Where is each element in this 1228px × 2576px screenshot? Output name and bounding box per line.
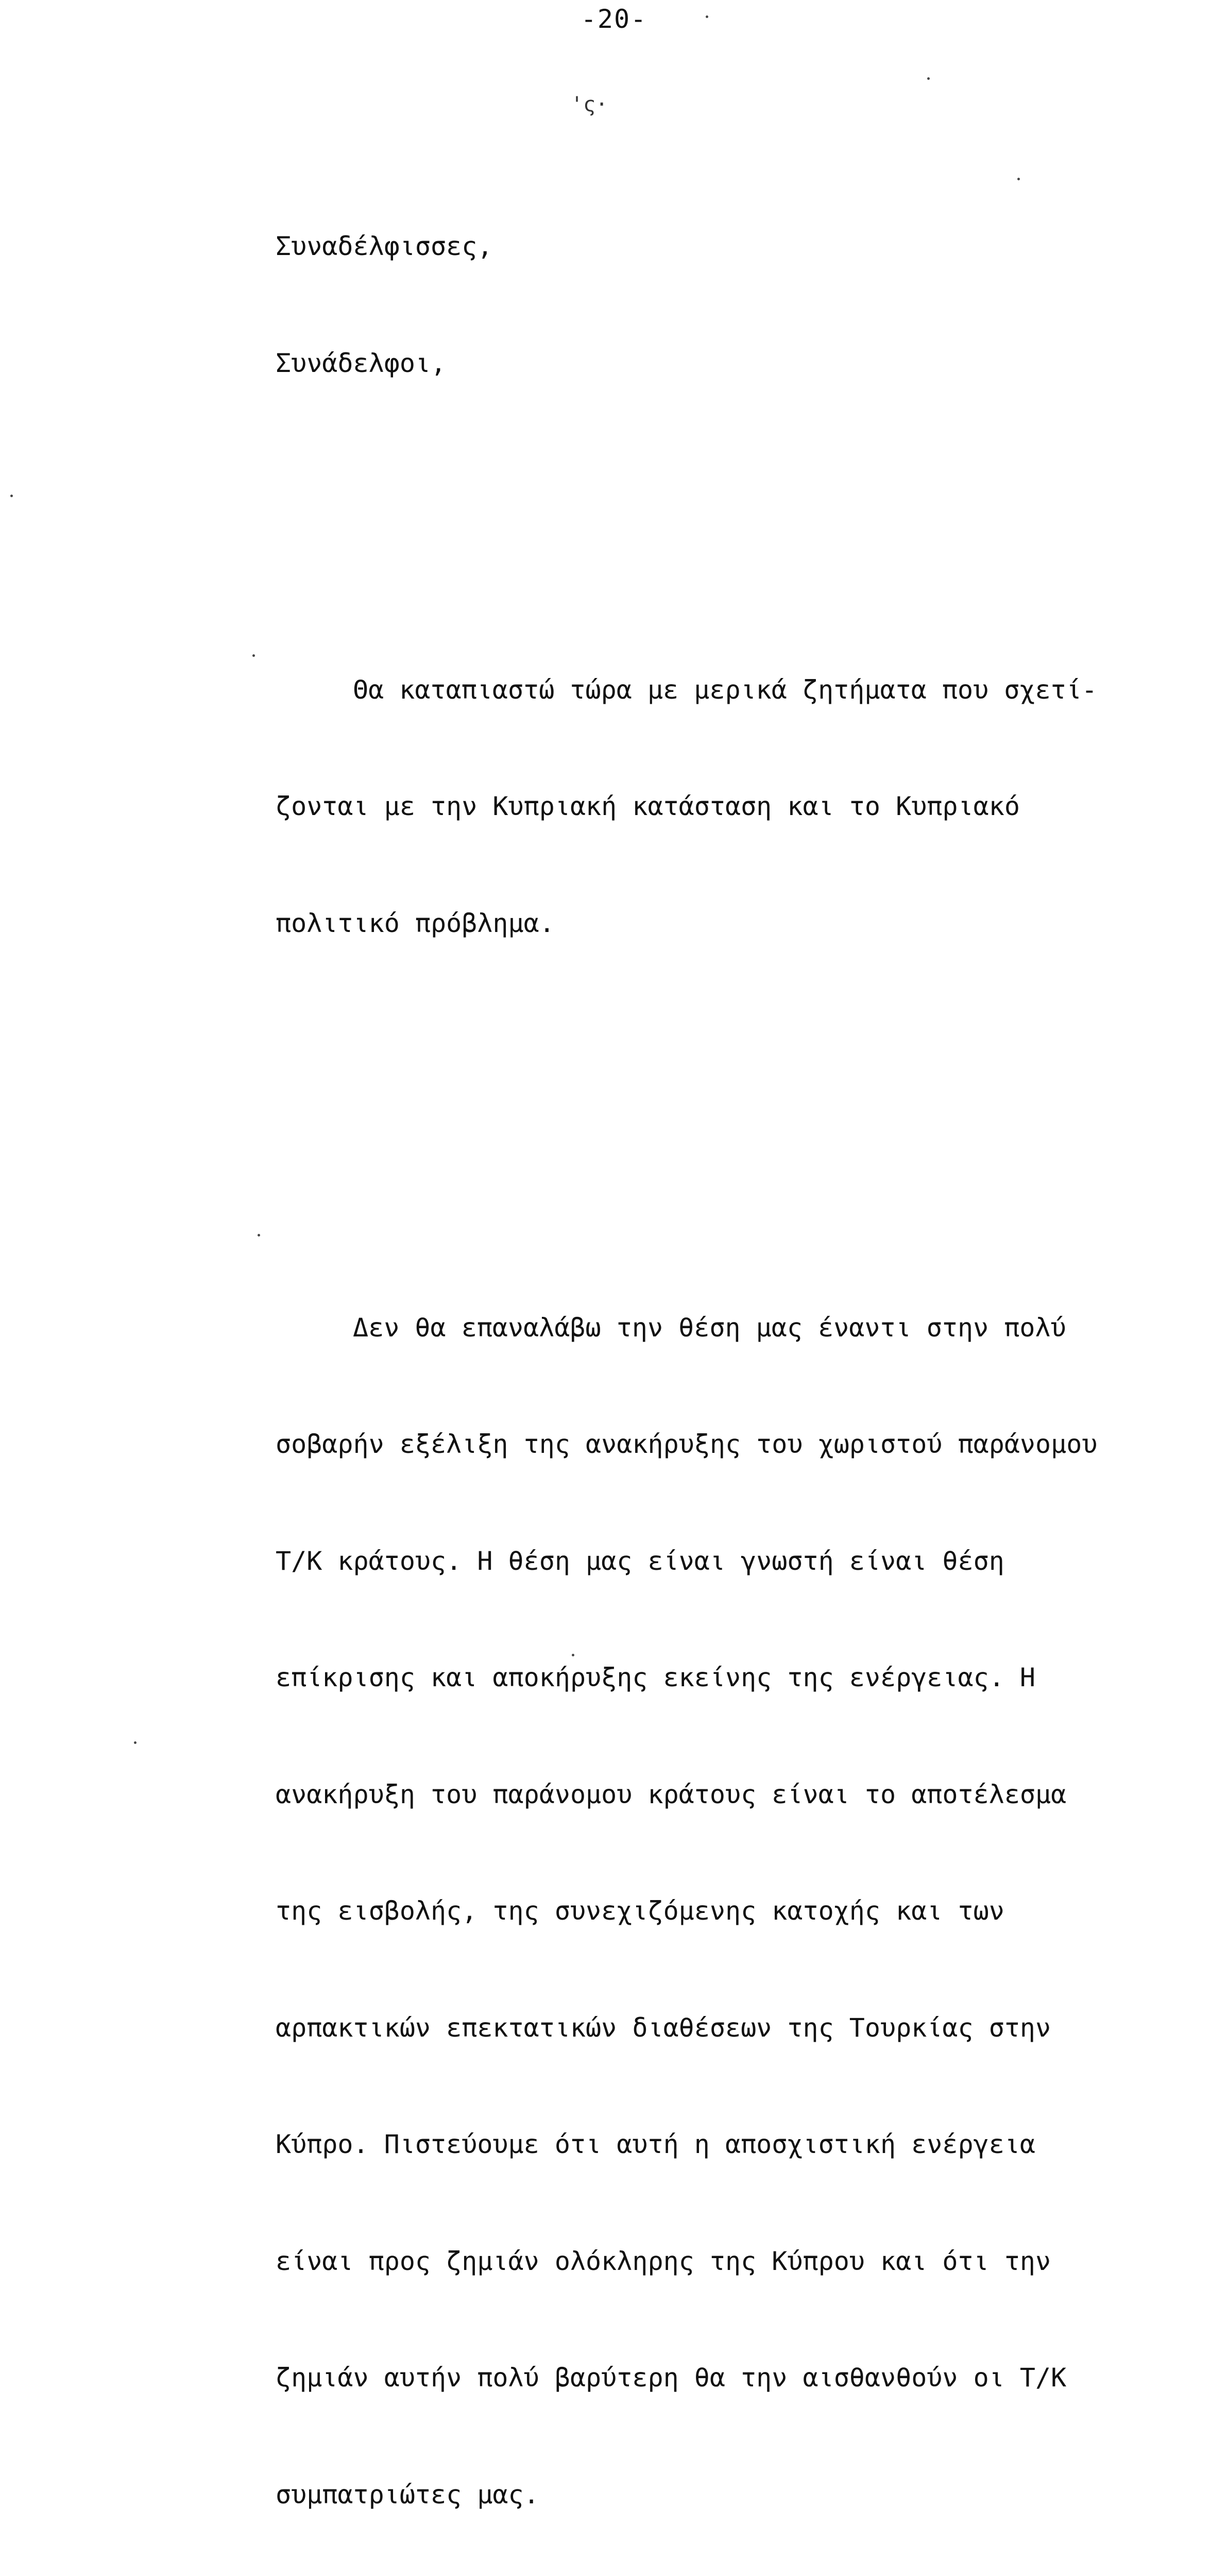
text-line: είναι προς ζημιάν ολόκληρης της Κύπρου και ότι την xyxy=(276,2242,1203,2281)
paragraph-gap xyxy=(276,461,1203,476)
text-line: της εισβολής, της συνεχιζόμενης κατοχής και των xyxy=(276,1892,1203,1931)
paragraph xyxy=(276,1231,1203,2576)
scan-speck xyxy=(706,15,708,18)
salutation-line: Συναδέλφισσες, xyxy=(276,227,1203,266)
text-line: ζονται με την Κυπριακή κατάσταση και το Κυπριακό xyxy=(276,787,1203,826)
text-line: πολιτικό πρόβλημα. xyxy=(276,904,1203,943)
scan-speck xyxy=(252,654,255,657)
scan-speck xyxy=(572,1654,574,1656)
salutation-line: Συνάδελφοι, xyxy=(276,344,1203,383)
body-text xyxy=(276,149,1203,2576)
text-line: Θα καταπιαστώ τώρα με μερικά ζητήματα που σχετί- xyxy=(276,671,1203,710)
text-line: σοβαρήν εξέλιξη της ανακήρυξης του χωριστού παράνομου xyxy=(276,1425,1203,1464)
scan-speck xyxy=(927,77,930,80)
text-line: επίκρισης και αποκήρυξης εκείνης της ενέργειας. Η xyxy=(276,1658,1203,1698)
text-line: αρπακτικών επεκτατικών διαθέσεων της Τουρκίας στην xyxy=(276,2009,1203,2048)
text-line: Δεν θα επαναλάβω την θέση μας έναντι στην πολύ xyxy=(276,1309,1203,1348)
text-line: ζημιάν αυτήν πολύ βαρύτερη θα την αισθανθούν οι Τ/Κ xyxy=(276,2359,1203,2398)
stray-mark: 'ς· xyxy=(571,93,608,116)
text-line: ανακήρυξη του παράνομου κράτους είναι το αποτέλεσμα xyxy=(276,1775,1203,1815)
paragraph xyxy=(276,593,1203,1021)
scan-speck xyxy=(1017,178,1020,180)
page-number: -20- xyxy=(0,4,1228,34)
text-line: συμπατριώτες μας. xyxy=(276,2476,1203,2515)
scan-speck xyxy=(134,1741,137,1744)
text-line: Κύπρο. Πιστεύουμε ότι αυτή η αποσχιστική ενέργεια xyxy=(276,2125,1203,2164)
scan-speck xyxy=(10,495,13,497)
scan-speck xyxy=(258,1234,260,1236)
text-line: Τ/Κ κράτους. Η θέση μας είναι γνωστή είναι θέση xyxy=(276,1542,1203,1581)
paragraph-gap xyxy=(276,1098,1203,1114)
